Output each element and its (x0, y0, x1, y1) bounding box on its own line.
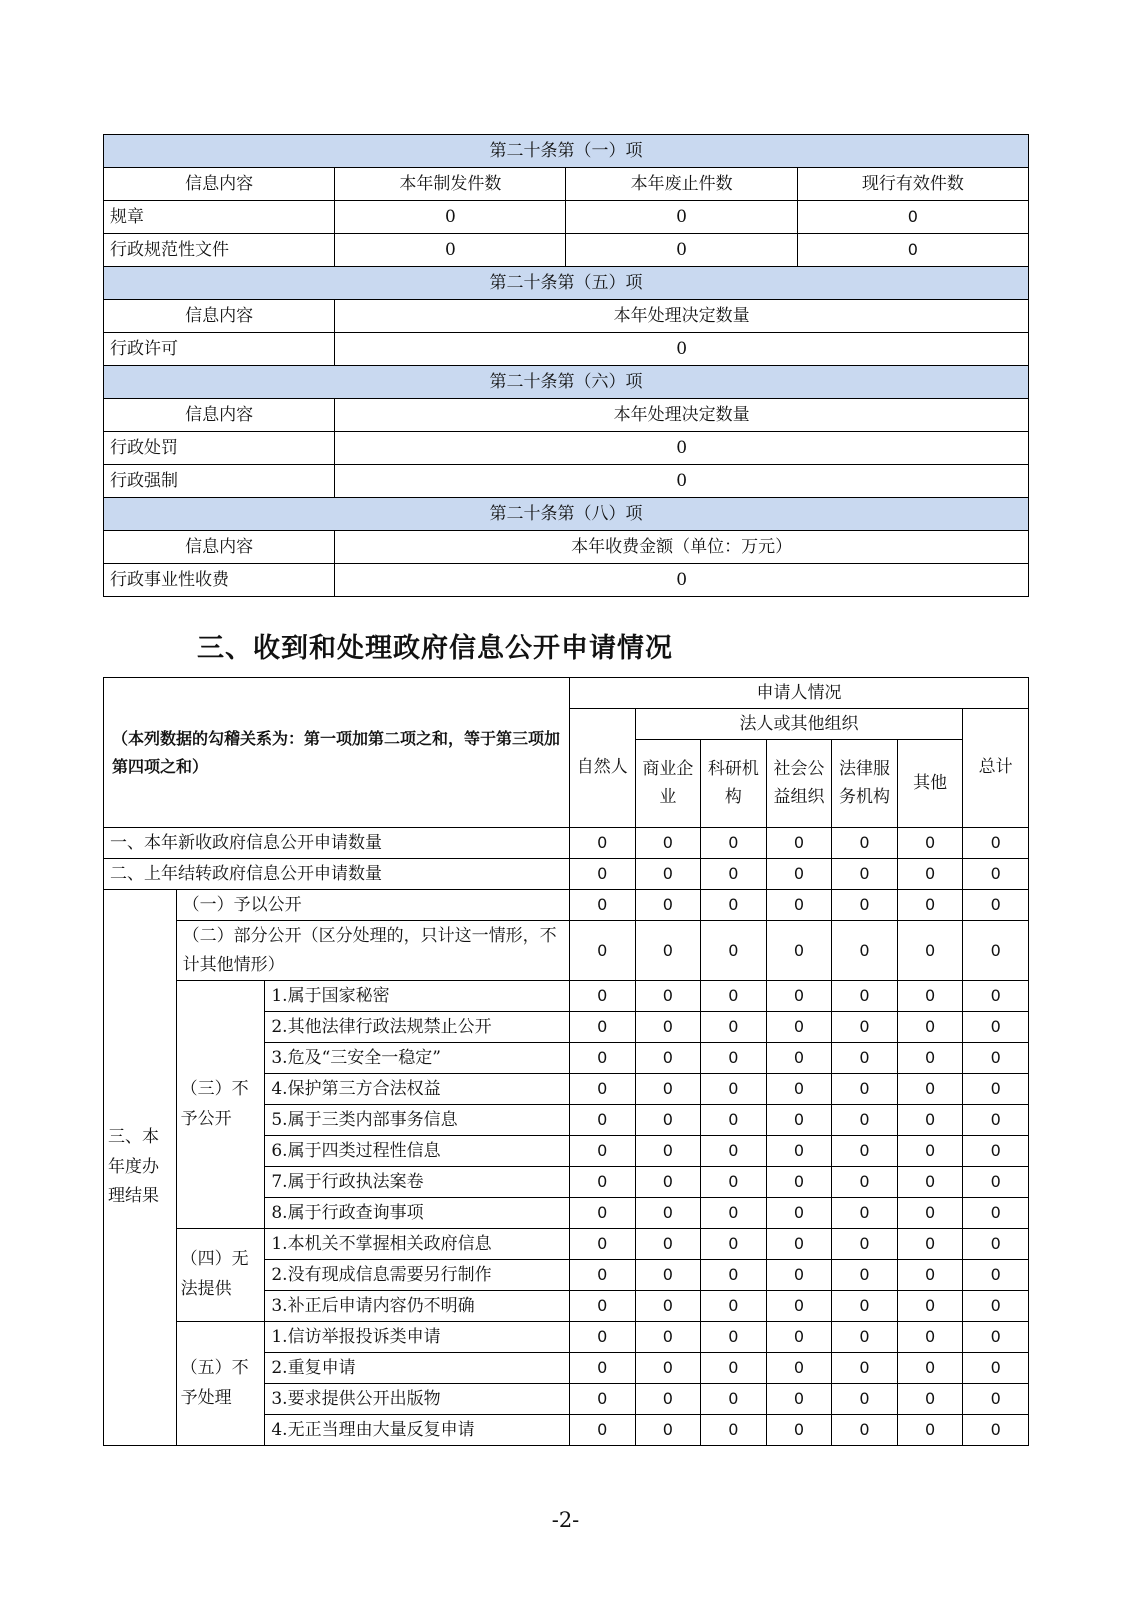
cell-abolished: 0 (566, 234, 797, 267)
cell: 0 (832, 1353, 898, 1384)
table-row (104, 828, 1029, 859)
row-label: 6.属于四类过程性信息 (265, 1136, 570, 1167)
cell: 0 (897, 981, 963, 1012)
row-label: 行政事业性收费 (104, 564, 335, 597)
cell: 0 (897, 1198, 963, 1229)
col-decision-count: 本年处理决定数量 (335, 399, 1029, 432)
cell: 0 (766, 1260, 832, 1291)
cell: 0 (766, 1384, 832, 1415)
legal-org-header: 法人或其他组织 (635, 709, 963, 740)
cell: 0 (766, 828, 832, 859)
row-label: 4.无正当理由大量反复申请 (265, 1415, 570, 1446)
cell-issued: 0 (335, 234, 566, 267)
row-label: 1.属于国家秘密 (265, 981, 570, 1012)
cell: 0 (766, 1291, 832, 1322)
cell: 0 (701, 1415, 767, 1446)
article-5-header: 第二十条第（五）项 (104, 267, 1029, 300)
col-social: 社会公益组织 (766, 740, 832, 828)
cell: 0 (897, 859, 963, 890)
applications-table (103, 677, 1029, 1446)
cell: 0 (832, 1074, 898, 1105)
col-issued: 本年制发件数 (335, 168, 566, 201)
cell: 0 (701, 981, 767, 1012)
cell: 0 (832, 1291, 898, 1322)
col-research: 科研机构 (701, 740, 767, 828)
cell: 0 (635, 1105, 701, 1136)
cell: 0 (569, 1167, 635, 1198)
group-label: （五）不予处理 (176, 1322, 265, 1446)
article-20-table (103, 134, 1029, 597)
cell: 0 (832, 1322, 898, 1353)
cell: 0 (701, 1353, 767, 1384)
cell: 0 (897, 1105, 963, 1136)
cell: 0 (766, 859, 832, 890)
cell: 0 (897, 921, 963, 981)
table-row (104, 859, 1029, 890)
row-label: 2.其他法律行政法规禁止公开 (265, 1012, 570, 1043)
cell: 0 (701, 1105, 767, 1136)
row-label: 8.属于行政查询事项 (265, 1198, 570, 1229)
col-other: 其他 (897, 740, 963, 828)
cell: 0 (569, 1260, 635, 1291)
cell-valid: 0 (797, 234, 1028, 267)
cell: 0 (766, 1353, 832, 1384)
row-label: 3.补正后申请内容仍不明确 (265, 1291, 570, 1322)
table-row (104, 1322, 1029, 1353)
cell: 0 (635, 1012, 701, 1043)
cell: 0 (897, 1074, 963, 1105)
cell: 0 (963, 1136, 1029, 1167)
cell: 0 (635, 1198, 701, 1229)
cell-value: 0 (335, 432, 1029, 465)
cell: 0 (963, 981, 1029, 1012)
cell: 0 (569, 1043, 635, 1074)
table-row (104, 201, 1029, 234)
row-label: 一、本年新收政府信息公开申请数量 (104, 828, 570, 859)
cell: 0 (832, 1012, 898, 1043)
col-info-content: 信息内容 (104, 531, 335, 564)
cell: 0 (897, 1012, 963, 1043)
cell: 0 (766, 1229, 832, 1260)
row-label: 行政规范性文件 (104, 234, 335, 267)
cell: 0 (766, 1074, 832, 1105)
cell: 0 (635, 890, 701, 921)
table-row (104, 234, 1029, 267)
cell: 0 (635, 828, 701, 859)
cell: 0 (569, 1136, 635, 1167)
cell: 0 (897, 1415, 963, 1446)
table-row (104, 465, 1029, 498)
row-label: 二、上年结转政府信息公开申请数量 (104, 859, 570, 890)
cell: 0 (832, 981, 898, 1012)
table-row (104, 1229, 1029, 1260)
cell: 0 (963, 1074, 1029, 1105)
cell: 0 (897, 1322, 963, 1353)
cell: 0 (635, 981, 701, 1012)
cell: 0 (963, 828, 1029, 859)
cell: 0 (569, 859, 635, 890)
cell: 0 (701, 1074, 767, 1105)
cell: 0 (897, 890, 963, 921)
cell: 0 (897, 1291, 963, 1322)
cell: 0 (832, 1384, 898, 1415)
cell: 0 (963, 890, 1029, 921)
col-abolished: 本年废止件数 (566, 168, 797, 201)
row-label: 4.保护第三方合法权益 (265, 1074, 570, 1105)
cell: 0 (832, 1105, 898, 1136)
cell: 0 (701, 1012, 767, 1043)
cell: 0 (832, 1136, 898, 1167)
cell: 0 (963, 1167, 1029, 1198)
cell: 0 (766, 1136, 832, 1167)
table-row (104, 564, 1029, 597)
cell: 0 (832, 921, 898, 981)
article-6-header: 第二十条第（六）项 (104, 366, 1029, 399)
cell: 0 (701, 1384, 767, 1415)
cell: 0 (635, 1260, 701, 1291)
cell-value: 0 (335, 564, 1029, 597)
cell: 0 (701, 1322, 767, 1353)
cell: 0 (701, 890, 767, 921)
cell: 0 (569, 981, 635, 1012)
page-number: -2- (551, 1508, 580, 1532)
col-info-content: 信息内容 (104, 300, 335, 333)
cell: 0 (766, 1167, 832, 1198)
table-row (104, 921, 1029, 981)
cell: 0 (897, 1167, 963, 1198)
cell: 0 (701, 1260, 767, 1291)
cell: 0 (766, 1043, 832, 1074)
cell-value: 0 (335, 333, 1029, 366)
cell: 0 (569, 1229, 635, 1260)
cell: 0 (701, 1043, 767, 1074)
row-label: 规章 (104, 201, 335, 234)
cell-value: 0 (335, 465, 1029, 498)
group-label: （四）无法提供 (176, 1229, 265, 1322)
cell: 0 (766, 890, 832, 921)
table-row (104, 432, 1029, 465)
row-label: 行政许可 (104, 333, 335, 366)
cell: 0 (963, 1198, 1029, 1229)
row-label: 1.信访举报投诉类申请 (265, 1322, 570, 1353)
article-1-header: 第二十条第（一）项 (104, 135, 1029, 168)
cell: 0 (832, 1229, 898, 1260)
col-total: 总计 (963, 709, 1029, 828)
cell: 0 (766, 1198, 832, 1229)
result-category: 三、本年度办理结果 (104, 890, 177, 1446)
cell: 0 (897, 1384, 963, 1415)
col-info-content: 信息内容 (104, 168, 335, 201)
cell: 0 (963, 1291, 1029, 1322)
cell: 0 (701, 859, 767, 890)
cell: 0 (569, 1353, 635, 1384)
cell: 0 (832, 890, 898, 921)
col-legal-service: 法律服务机构 (832, 740, 898, 828)
row-label: 2.没有现成信息需要另行制作 (265, 1260, 570, 1291)
cell: 0 (569, 1105, 635, 1136)
cell: 0 (635, 1229, 701, 1260)
cell: 0 (701, 1136, 767, 1167)
cell: 0 (701, 1198, 767, 1229)
cell: 0 (963, 921, 1029, 981)
cell: 0 (897, 828, 963, 859)
cell: 0 (635, 1074, 701, 1105)
cell: 0 (701, 1291, 767, 1322)
cell: 0 (635, 1353, 701, 1384)
cell: 0 (569, 921, 635, 981)
cell: 0 (963, 1415, 1029, 1446)
row-label: （二）部分公开（区分处理的，只计这一情形，不计其他情形） (176, 921, 569, 981)
applicant-header: 申请人情况 (569, 678, 1028, 709)
cell: 0 (569, 1012, 635, 1043)
cell-valid: 0 (797, 201, 1028, 234)
row-label: 5.属于三类内部事务信息 (265, 1105, 570, 1136)
cell: 0 (635, 1136, 701, 1167)
cell: 0 (963, 859, 1029, 890)
col-natural-person: 自然人 (569, 709, 635, 828)
cell: 0 (569, 1074, 635, 1105)
row-label: 7.属于行政执法案卷 (265, 1167, 570, 1198)
cell: 0 (635, 1043, 701, 1074)
cell: 0 (766, 1105, 832, 1136)
cell: 0 (569, 1198, 635, 1229)
cell: 0 (635, 1384, 701, 1415)
cell: 0 (569, 828, 635, 859)
col-info-content: 信息内容 (104, 399, 335, 432)
cell: 0 (635, 1415, 701, 1446)
row-label: 行政处罚 (104, 432, 335, 465)
cell: 0 (701, 1167, 767, 1198)
cell: 0 (897, 1136, 963, 1167)
cell: 0 (635, 1291, 701, 1322)
cell: 0 (635, 1322, 701, 1353)
cell: 0 (569, 1384, 635, 1415)
cell: 0 (635, 921, 701, 981)
cell: 0 (963, 1012, 1029, 1043)
cell: 0 (897, 1043, 963, 1074)
cell: 0 (897, 1353, 963, 1384)
cell: 0 (963, 1260, 1029, 1291)
row-label: 行政强制 (104, 465, 335, 498)
cell: 0 (832, 1198, 898, 1229)
row-label: 3.要求提供公开出版物 (265, 1384, 570, 1415)
cell: 0 (897, 1229, 963, 1260)
cell: 0 (832, 828, 898, 859)
cell: 0 (963, 1043, 1029, 1074)
cell: 0 (963, 1105, 1029, 1136)
cell: 0 (569, 1291, 635, 1322)
cell: 0 (766, 1415, 832, 1446)
cell: 0 (832, 1043, 898, 1074)
cell: 0 (569, 1322, 635, 1353)
col-valid: 现行有效件数 (797, 168, 1028, 201)
cell-issued: 0 (335, 201, 566, 234)
cell: 0 (569, 890, 635, 921)
row-label: （一）予以公开 (176, 890, 569, 921)
row-label: 3.危及“三安全一稳定” (265, 1043, 570, 1074)
col-fee-amount: 本年收费金额（单位：万元） (335, 531, 1029, 564)
cell: 0 (832, 1167, 898, 1198)
cell: 0 (832, 1415, 898, 1446)
cell: 0 (766, 981, 832, 1012)
row-label: 1.本机关不掌握相关政府信息 (265, 1229, 570, 1260)
article-8-header: 第二十条第（八）项 (104, 498, 1029, 531)
col-commercial: 商业企业 (635, 740, 701, 828)
section-title: 三、收到和处理政府信息公开申请情况 (197, 633, 673, 664)
cell: 0 (766, 1012, 832, 1043)
cell: 0 (897, 1260, 963, 1291)
table-row (104, 333, 1029, 366)
cell: 0 (701, 921, 767, 981)
cell: 0 (635, 859, 701, 890)
cell: 0 (963, 1322, 1029, 1353)
group-label: （三）不予公开 (176, 981, 265, 1229)
cell: 0 (832, 859, 898, 890)
col-decision-count: 本年处理决定数量 (335, 300, 1029, 333)
cell: 0 (963, 1229, 1029, 1260)
cell: 0 (832, 1260, 898, 1291)
cell: 0 (963, 1353, 1029, 1384)
row-label: 2.重复申请 (265, 1353, 570, 1384)
balance-note: （本列数据的勾稽关系为：第一项加第二项之和，等于第三项加第四项之和） (104, 678, 570, 828)
cell: 0 (569, 1415, 635, 1446)
table-row (104, 890, 1029, 921)
cell: 0 (701, 828, 767, 859)
cell: 0 (701, 1229, 767, 1260)
cell: 0 (766, 1322, 832, 1353)
cell: 0 (766, 921, 832, 981)
cell: 0 (963, 1384, 1029, 1415)
cell: 0 (635, 1167, 701, 1198)
table-row (104, 981, 1029, 1012)
cell-abolished: 0 (566, 201, 797, 234)
